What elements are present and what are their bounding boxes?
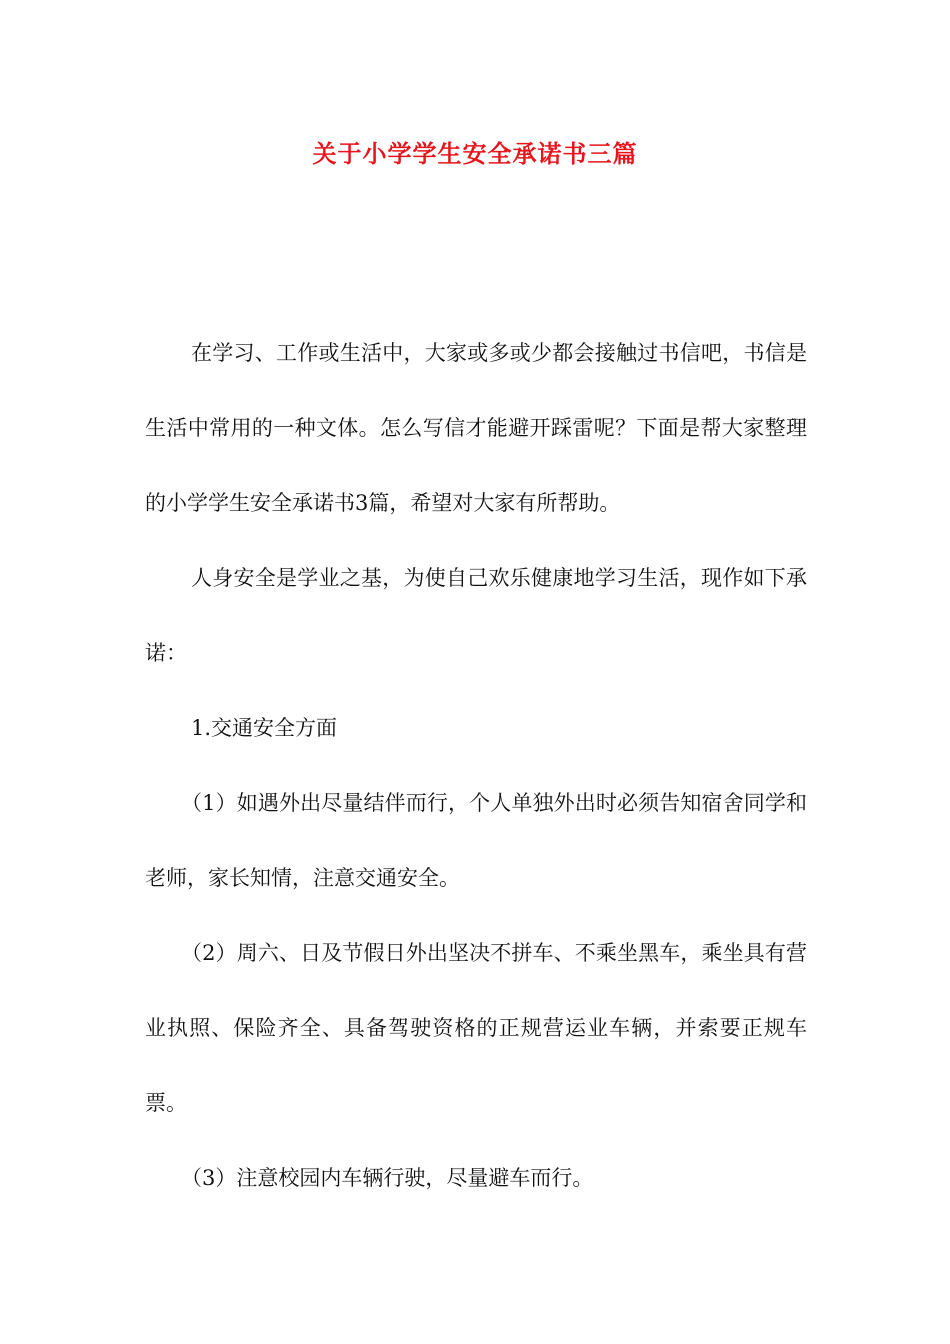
paragraph-item-3: （3）注意校园内车辆行驶，尽量避车而行。	[181, 1166, 594, 1190]
paragraph-item-1: （1）如遇外出尽量结伴而行，个人单独外出时必须告知宿舍同学和老师，家长知情，注意交通安全。	[145, 791, 807, 890]
section-heading-traffic-safety: 1.交通安全方面	[191, 716, 338, 740]
document-title: 关于小学学生安全承诺书三篇	[312, 139, 638, 168]
paragraph-intro: 在学习、工作或生活中，大家或多或少都会接触过书信吧，书信是生活中常用的一种文体。怎么写信才能避开踩雷呢？下面是帮大家整理的小学学生安全承诺书3篇，希望对大家有所帮助。	[145, 341, 807, 515]
document-body	[145, 316, 807, 1216]
paragraph-commitment-lead: 人身安全是学业之基，为使自己欢乐健康地学习生活，现作如下承诺：	[145, 566, 807, 665]
paragraph-item-2: （2）周六、日及节假日外出坚决不拼车、不乘坐黑车，乘坐具有营业执照、保险齐全、具备驾驶资格的正规营运业车辆，并索要正规车票。	[145, 941, 807, 1115]
